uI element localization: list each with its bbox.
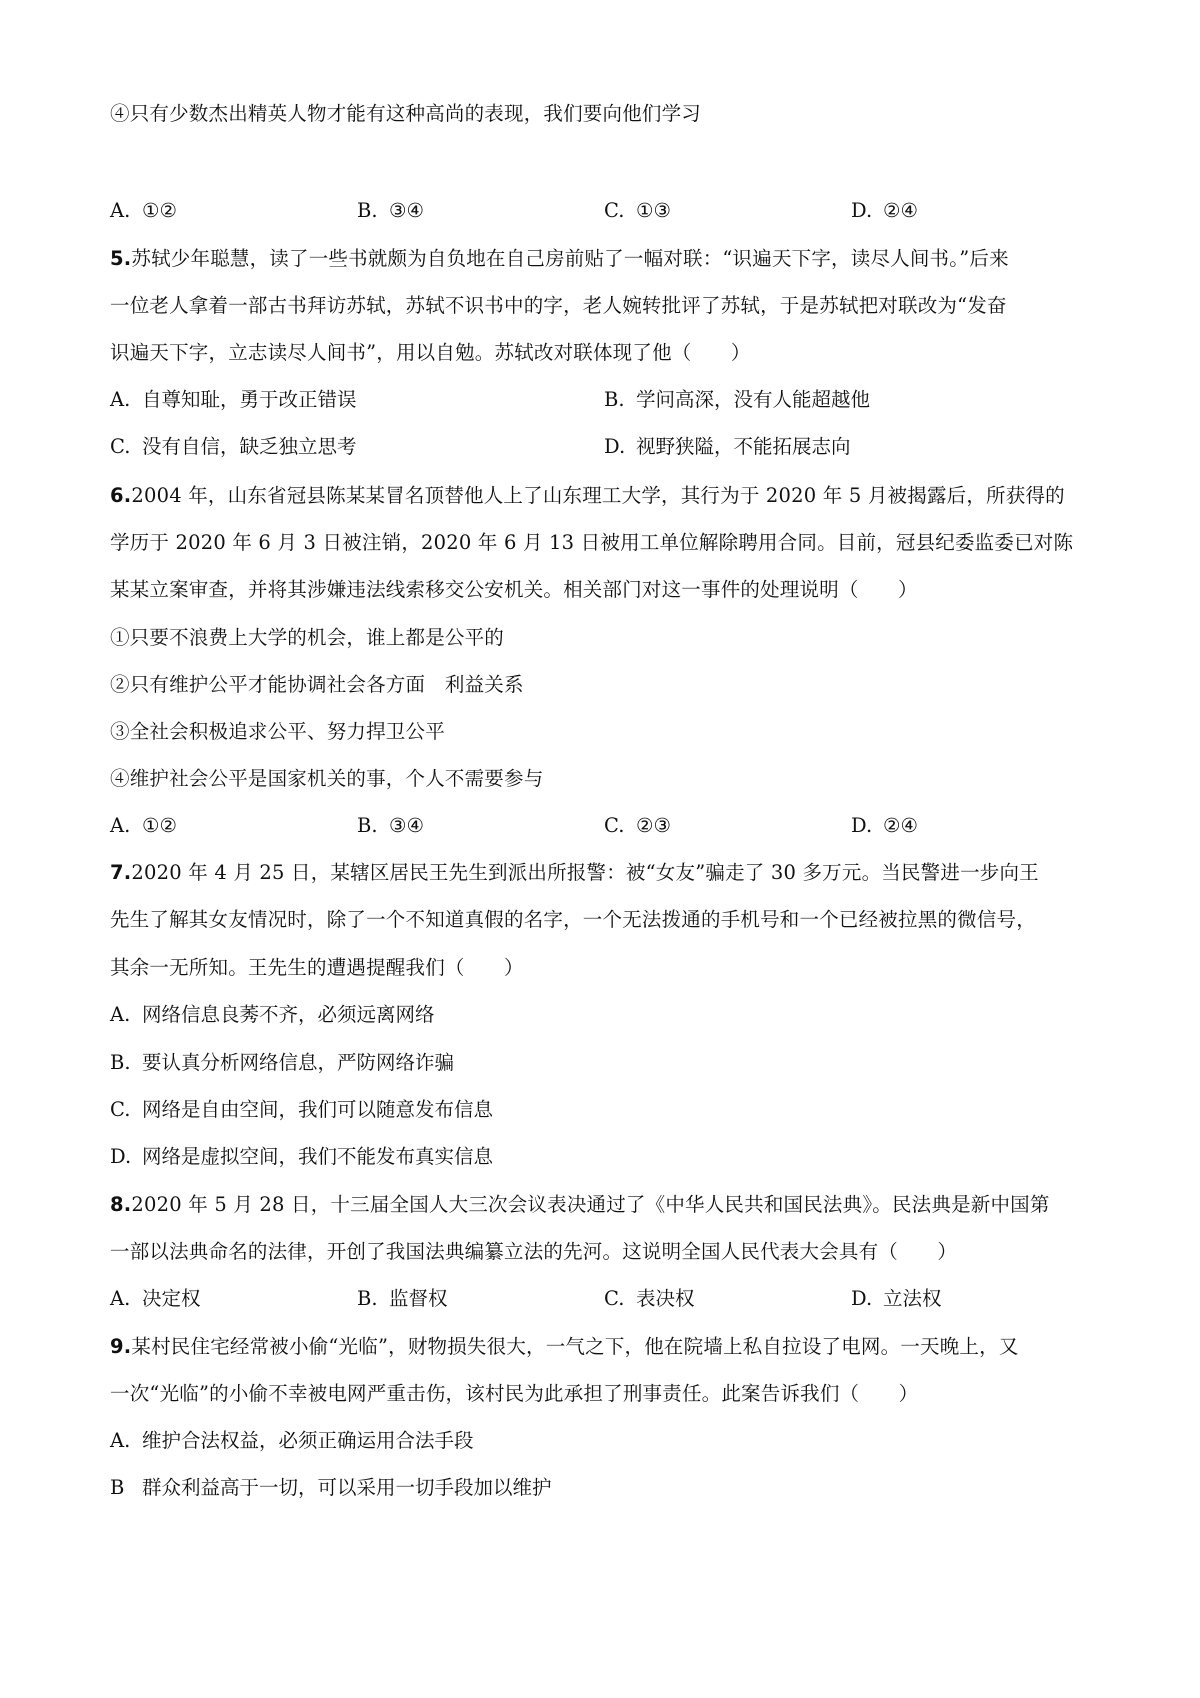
option-letter: B [110, 1476, 125, 1499]
option-letter: C. [604, 1287, 625, 1310]
q7-stem-line-2: 先生了解其女友情况时，除了一个不知道真假的名字，一个无法拨通的手机号和一个已经被拉黑的微信号， [110, 908, 1036, 931]
option-text: ①② [142, 814, 177, 837]
question-text: 2004 年，山东省冠县陈某某冒名顶替他人上了山东理工大学，其行为于 2020 年 5 月被揭露后，所获得的 [131, 484, 1065, 507]
option-text: 维护合法权益，必须正确运用合法手段 [142, 1429, 474, 1452]
option-text: 表决权 [636, 1287, 695, 1310]
q6-option-b [357, 812, 424, 840]
q5-option-c [110, 433, 357, 461]
q8-option-c [604, 1285, 695, 1313]
q5-option-d [604, 433, 851, 461]
question-number: 8. [110, 1193, 132, 1216]
option-letter: A. [110, 1287, 131, 1310]
q5-stem-line-1 [110, 245, 1009, 273]
q4-option-d [851, 197, 918, 225]
q6-option-d [851, 812, 918, 840]
option-letter: D. [851, 814, 873, 837]
option-letter: B. [357, 199, 378, 222]
q9-stem-line-2: 一次“光临”的小偷不幸被电网严重击伤，该村民为此承担了刑事责任。此案告诉我们（ ） [110, 1382, 919, 1405]
option-letter: A. [110, 1429, 131, 1452]
option-text: 立法权 [883, 1287, 942, 1310]
q6-statement-1: ①只要不浪费上大学的机会，谁上都是公平的 [110, 626, 505, 649]
q6-stem-line-3: 某某立案审查，并将其涉嫌违法线索移交公安机关。相关部门对这一事件的处理说明（ ） [110, 578, 918, 601]
q4-option-a [110, 197, 177, 225]
option-letter: A. [110, 388, 131, 411]
q7-option-d [110, 1143, 493, 1171]
q5-option-a [110, 386, 357, 414]
q8-stem-line-2: 一部以法典命名的法律，开创了我国法典编纂立法的先河。这说明全国人民代表大会具有（ ） [110, 1240, 958, 1263]
q7-stem-line-1 [110, 859, 1039, 887]
q4-option-b [357, 197, 424, 225]
option-text: ①③ [636, 199, 671, 222]
option-text: 自尊知耻，勇于改正错误 [142, 388, 357, 411]
q6-statement-4: ④维护社会公平是国家机关的事，个人不需要参与 [110, 767, 544, 790]
q5-stem-line-2: 一位老人拿着一部古书拜访苏轼，苏轼不识书中的字，老人婉转批评了苏轼，于是苏轼把对联改为“发奋 [110, 294, 1007, 317]
q8-option-b [357, 1285, 448, 1313]
option-text: 网络信息良莠不齐，必须远离网络 [142, 1003, 435, 1026]
option-text: 监督权 [389, 1287, 448, 1310]
option-letter: B. [357, 1287, 378, 1310]
q6-stem-line-2: 学历于 2020 年 6 月 3 日被注销，2020 年 6 月 13 日被用工单位解除聘用合同。目前，冠县纪委监委已对陈 [110, 531, 1074, 554]
q6-stem-line-1 [110, 482, 1065, 510]
question-number: 5. [110, 247, 132, 270]
q7-option-b [110, 1049, 454, 1077]
q7-option-a [110, 1001, 435, 1029]
q5-option-b [604, 386, 870, 414]
option-text: ①② [142, 199, 177, 222]
q4-statement-4: ④只有少数杰出精英人物才能有这种高尚的表现，我们要向他们学习 [110, 102, 702, 125]
question-number: 6. [110, 484, 132, 507]
option-text: 决定权 [142, 1287, 201, 1310]
option-letter: C. [604, 199, 625, 222]
q9-stem-line-1 [110, 1333, 1019, 1361]
q6-statement-2: ②只有维护公平才能协调社会各方面 利益关系 [110, 673, 524, 696]
q7-stem-line-3: 其余一无所知。王先生的遭遇提醒我们（ ） [110, 956, 524, 979]
option-letter: B. [357, 814, 378, 837]
question-number: 9. [110, 1335, 132, 1358]
option-letter: D. [851, 1287, 873, 1310]
option-text: 学问高深，没有人能超越他 [636, 388, 871, 411]
q7-option-c [110, 1096, 493, 1124]
q6-statement-3: ③全社会积极追求公平、努力捍卫公平 [110, 720, 445, 743]
q4-option-c [604, 197, 671, 225]
option-letter: C. [604, 814, 625, 837]
option-text: 要认真分析网络信息，严防网络诈骗 [142, 1051, 455, 1074]
option-letter: D. [110, 1145, 132, 1168]
option-text: ③④ [389, 199, 424, 222]
option-text: ②④ [883, 199, 918, 222]
question-text: 某村民住宅经常被小偷“光临”，财物损失很大，一气之下，他在院墙上私自拉设了电网。一天晚上，又 [131, 1335, 1019, 1358]
option-text: ②③ [636, 814, 671, 837]
option-letter: A. [110, 199, 131, 222]
option-text: 视野狭隘，不能拓展志向 [636, 435, 851, 458]
option-text: ③④ [389, 814, 424, 837]
option-letter: B. [604, 388, 625, 411]
question-text: 2020 年 4 月 25 日，某辖区居民王先生到派出所报警：被“女友”骗走了 30 多万元。当民警进一步向王 [131, 861, 1039, 884]
option-letter: B. [110, 1051, 131, 1074]
q9-option-a [110, 1427, 474, 1455]
option-letter: C. [110, 435, 131, 458]
q9-option-b [110, 1474, 552, 1502]
q6-option-c [604, 812, 671, 840]
q6-option-a [110, 812, 177, 840]
option-letter: A. [110, 1003, 131, 1026]
option-text: ②④ [883, 814, 918, 837]
question-number: 7. [110, 861, 132, 884]
q8-option-a [110, 1285, 201, 1313]
option-letter: D. [604, 435, 626, 458]
q8-stem-line-1 [110, 1191, 1050, 1219]
option-letter: D. [851, 199, 873, 222]
option-text: 网络是自由空间，我们可以随意发布信息 [142, 1098, 494, 1121]
q8-option-d [851, 1285, 942, 1313]
option-text: 没有自信，缺乏独立思考 [142, 435, 357, 458]
option-letter: C. [110, 1098, 131, 1121]
option-letter: A. [110, 814, 131, 837]
option-text: 网络是虚拟空间，我们不能发布真实信息 [142, 1145, 494, 1168]
question-text: 苏轼少年聪慧，读了一些书就颇为自负地在自己房前贴了一幅对联：“识遍天下字，读尽人间书。”后来 [131, 247, 1009, 270]
question-text: 2020 年 5 月 28 日，十三届全国人大三次会议表决通过了《中华人民共和国民法典》。民法典是新中国第 [131, 1193, 1050, 1216]
option-text: 群众利益高于一切，可以采用一切手段加以维护 [142, 1476, 552, 1499]
q5-stem-line-3: 识遍天下字，立志读尽人间书”，用以自勉。苏轼改对联体现了他（ ） [110, 341, 751, 364]
